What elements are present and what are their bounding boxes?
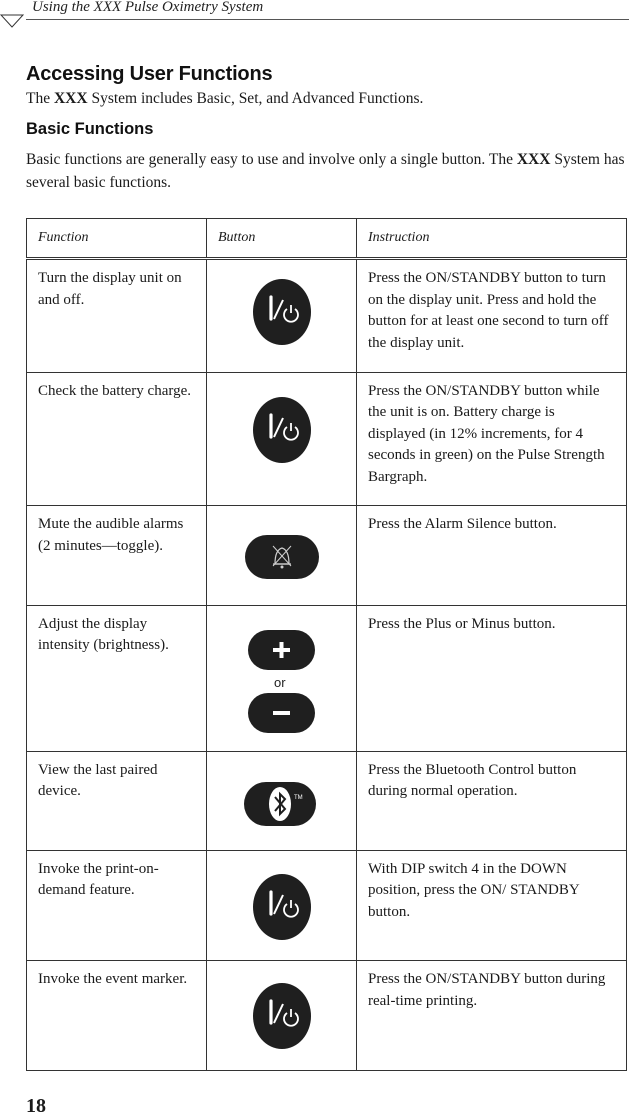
page-number: 18 [26, 1095, 46, 1117]
instruction-cell: Press the ON/STANDBY button during real-time printing. [357, 961, 627, 1071]
alarm-silence-button-icon [207, 506, 355, 597]
button-cell [207, 850, 357, 961]
subsection-description: Basic functions are generally easy to use and involve only a single button. The XXX System has several basic functions. [26, 151, 625, 191]
instruction-cell: Press the ON/STANDBY button while the unit is on. Battery charge is displayed (in 12% increments, for 4 seconds in green) on the Pulse Strength Bargraph. [357, 372, 627, 506]
function-cell: View the last paired device. [27, 751, 207, 850]
trademark-label: TM [294, 794, 303, 801]
subsection-title: Basic Functions [26, 120, 154, 138]
table-row [27, 605, 627, 751]
instruction-cell: Press the ON/STANDBY button to turn on the display unit. Press and hold the button for at least one second to turn off the display unit. [357, 259, 627, 373]
function-cell: Invoke the print-on-demand feature. [27, 850, 207, 961]
function-cell: Turn the display unit on and off. [27, 259, 207, 373]
table-row [27, 506, 627, 606]
header-function: Function [27, 219, 207, 259]
table-header-row [27, 219, 627, 259]
instruction-cell: Press the Bluetooth Control button during normal operation. [357, 751, 627, 850]
header-button: Button [207, 219, 357, 259]
button-cell [207, 259, 357, 373]
function-cell: Check the battery charge. [27, 372, 207, 506]
button-cell [207, 605, 357, 751]
section-title: Accessing User Functions [26, 63, 273, 85]
function-cell: Adjust the display intensity (brightness). [27, 605, 207, 751]
button-cell [207, 751, 357, 850]
instruction-cell: Press the Alarm Silence button. [357, 506, 627, 606]
basic-functions-table [26, 218, 627, 1071]
product-name: XXX [516, 151, 551, 168]
button-cell [207, 961, 357, 1071]
table-row [27, 961, 627, 1071]
header-instruction: Instruction [357, 219, 627, 259]
power-standby-button-icon [207, 260, 355, 364]
power-standby-button-icon [207, 961, 355, 1062]
running-header [0, 0, 629, 36]
bluetooth-button-icon [207, 752, 355, 849]
running-title: Using the XXX Pulse Oximetry System [32, 0, 264, 15]
section-intro: The XXX System includes Basic, Set, and Advanced Functions. [26, 90, 424, 107]
power-standby-button-icon [207, 851, 355, 953]
function-cell: Invoke the event marker. [27, 961, 207, 1071]
triangle-marker-icon [0, 14, 24, 28]
instruction-cell: Press the Plus or Minus button. [357, 605, 627, 751]
button-cell [207, 506, 357, 606]
table-row [27, 850, 627, 961]
product-name: XXX [53, 90, 88, 107]
button-cell [207, 372, 357, 506]
header-rule [26, 19, 629, 20]
table-row [27, 259, 627, 373]
power-standby-button-icon [207, 373, 355, 498]
table-row [27, 372, 627, 506]
function-cell: Mute the audible alarms (2 minutes—toggle). [27, 506, 207, 606]
instruction-cell: With DIP switch 4 in the DOWN position, press the ON/ STANDBY button. [357, 850, 627, 961]
or-label: or [274, 674, 286, 690]
table-row [27, 751, 627, 850]
